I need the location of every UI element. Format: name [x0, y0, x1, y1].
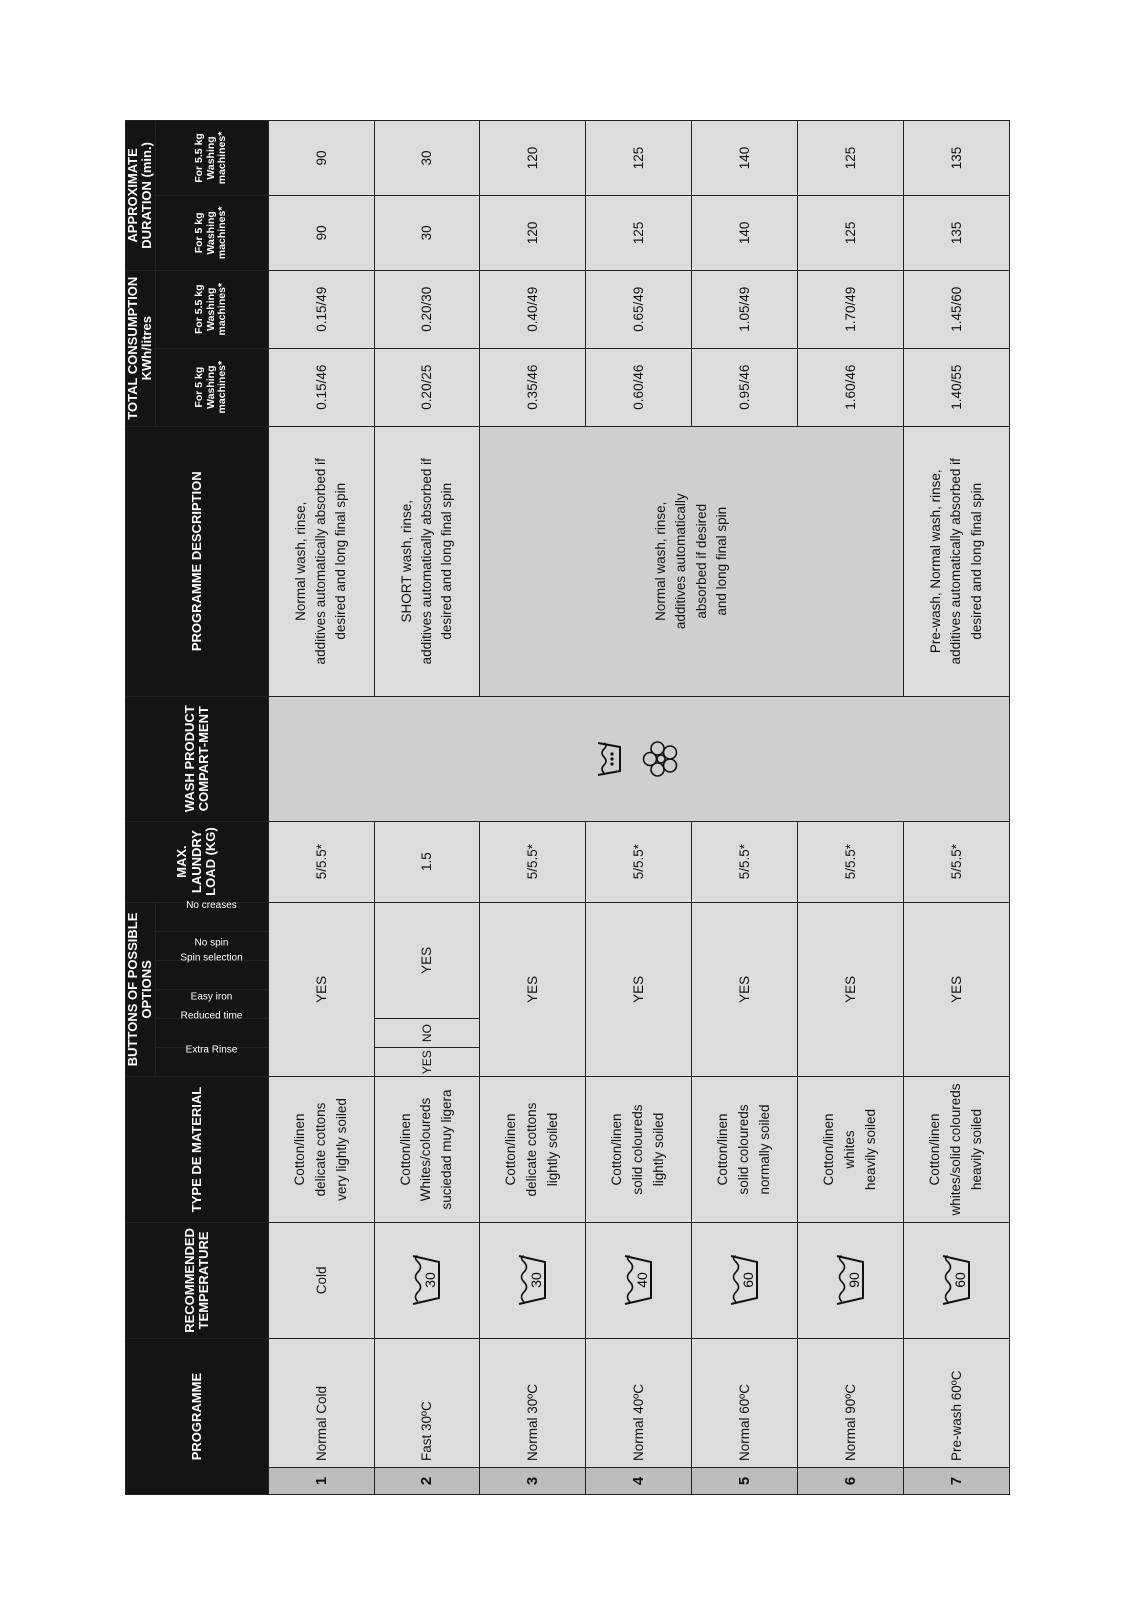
svg-text:60: 60	[952, 1272, 969, 1289]
material-cell	[692, 1077, 798, 1222]
option-reduced-time: Reduced time	[155, 1019, 268, 1048]
consumption-5kg: 0.35/46	[480, 348, 586, 426]
options-value: YES	[904, 902, 1010, 1077]
consumption-5kg: 0.15/46	[268, 348, 374, 426]
material-line: Cotton/linen	[503, 1113, 519, 1186]
programme-name: Normal 30ºC	[480, 1339, 586, 1468]
duration-5kg: 125	[798, 195, 904, 270]
material-line: delicate cottons	[312, 1102, 328, 1197]
consumption-5kg: 1.40/55	[904, 348, 1010, 426]
header-type-of-material: TYPE DE MATERIAL	[126, 1077, 269, 1222]
row-number: 3	[480, 1467, 586, 1494]
header-programme-description: PROGRAMME DESCRIPTION	[126, 426, 269, 696]
programme-table-sheet	[125, 120, 1010, 1495]
consumption-55kg: 0.65/49	[586, 270, 692, 348]
material-cell	[268, 1077, 374, 1222]
duration-55kg: 140	[692, 121, 798, 196]
material-line: whites/solid coloureds	[948, 1083, 964, 1216]
row-number: 6	[798, 1467, 904, 1494]
duration-55kg: 125	[586, 121, 692, 196]
description-line: additives automatically absorbed if	[418, 458, 434, 665]
consumption-5kg: 0.20/25	[374, 348, 480, 426]
max-load: 5/5.5*	[798, 821, 904, 902]
description-line: Normal wash, rinse,	[653, 501, 669, 621]
svg-text:40: 40	[634, 1272, 651, 1289]
row-number: 5	[692, 1467, 798, 1494]
row-number: 2	[374, 1467, 480, 1494]
consumption-55kg: 0.15/49	[268, 270, 374, 348]
material-line: delicate cottons	[524, 1102, 540, 1197]
row-number: 7	[904, 1467, 1010, 1494]
programme-name: Normal Cold	[268, 1339, 374, 1468]
max-load: 5/5.5*	[904, 821, 1010, 902]
consumption-55kg: 0.40/49	[480, 270, 586, 348]
svg-text:90: 90	[846, 1272, 863, 1289]
svg-text:60: 60	[740, 1272, 757, 1289]
temperature-symbol	[904, 1222, 1010, 1338]
programme-name: Fast 30ºC	[374, 1339, 480, 1468]
table-row	[268, 121, 374, 1495]
option-spin-selection: Spin selection	[155, 960, 268, 989]
wash-tub-icon	[594, 697, 627, 821]
description-line: and long final spin	[713, 506, 729, 616]
temperature-symbol	[798, 1222, 904, 1338]
duration-5kg: 30	[374, 195, 480, 270]
options-value: YES	[268, 902, 374, 1077]
row-number: 4	[586, 1467, 692, 1494]
material-cell	[374, 1077, 480, 1222]
max-load: 5/5.5*	[268, 821, 374, 902]
duration-5kg: 120	[480, 195, 586, 270]
duration-55kg: 90	[268, 121, 374, 196]
programme-name: Normal 60ºC	[692, 1339, 798, 1468]
material-line: heavily soiled	[968, 1108, 984, 1190]
material-line: heavily soiled	[863, 1108, 879, 1190]
duration-5kg: 140	[692, 195, 798, 270]
programme-table	[125, 120, 1010, 1495]
duration-55kg: 125	[798, 121, 904, 196]
material-line: Cotton/linen	[609, 1113, 625, 1186]
description-line: SHORT wash, rinse,	[398, 499, 414, 623]
material-cell	[480, 1077, 586, 1222]
material-cell	[586, 1077, 692, 1222]
programme-name: Pre-wash 60ºC	[904, 1339, 1010, 1468]
programme-name: Normal 90ºC	[798, 1339, 904, 1468]
programme-description	[374, 426, 480, 696]
material-line: very lightly soiled	[333, 1098, 349, 1201]
wash-temperature-icon	[619, 1252, 655, 1308]
header-wash-product-compartment: WASH PRODUCT COMPART-MENT	[126, 696, 269, 821]
duration-5kg: 135	[904, 195, 1010, 270]
material-line: Cotton/linen	[715, 1113, 731, 1186]
programme-description	[904, 426, 1010, 696]
max-load: 1.5	[374, 821, 480, 902]
duration-5kg: 90	[268, 195, 374, 270]
material-line: Cotton/linen	[291, 1113, 307, 1186]
wash-temperature-icon	[513, 1252, 549, 1308]
header-total-consumption: TOTAL CONSUMPTION KWh/litres	[126, 270, 156, 426]
description-line: absorbed if desired	[693, 503, 709, 619]
temperature-symbol	[480, 1222, 586, 1338]
duration-55kg: 30	[374, 121, 480, 196]
svg-text:30: 30	[422, 1272, 439, 1289]
material-line: suciedad muy ligera	[439, 1089, 455, 1210]
options-value: YES	[692, 902, 798, 1077]
duration-5kg: 125	[586, 195, 692, 270]
duration-55kg-header: For 5.5 kg Washing machines*	[155, 121, 268, 196]
programme-description	[268, 426, 374, 696]
consumption-5kg: 0.60/46	[586, 348, 692, 426]
material-cell	[798, 1077, 904, 1222]
header-approximate-duration: APPROXIMATE DURATION (min.)	[126, 121, 156, 271]
option-no-creases: No creases	[155, 902, 268, 931]
wash-temperature-icon	[725, 1252, 761, 1308]
material-line: solid coloureds	[736, 1104, 752, 1195]
programme-name: Normal 40ºC	[586, 1339, 692, 1468]
duration-55kg: 135	[904, 121, 1010, 196]
consumption-55kg-header: For 5.5 kg Washing machines*	[155, 270, 268, 348]
row-number: 1	[268, 1467, 374, 1494]
temperature-symbol	[692, 1222, 798, 1338]
material-line: normally soiled	[757, 1104, 773, 1195]
consumption-55kg: 1.05/49	[692, 270, 798, 348]
option-no-spin: No spin	[155, 931, 268, 960]
material-cell	[904, 1077, 1010, 1222]
duration-5kg-header: For 5 kg Washing machines*	[155, 195, 268, 270]
material-line: whites	[842, 1130, 858, 1169]
material-line: solid coloureds	[630, 1104, 646, 1195]
wash-temperature-icon	[407, 1252, 443, 1308]
consumption-55kg: 0.20/30	[374, 270, 480, 348]
description-line: desired and long final spin	[439, 482, 455, 640]
consumption-55kg: 1.70/49	[798, 270, 904, 348]
options-value: YES	[480, 902, 586, 1077]
header-programme: PROGRAMME	[126, 1339, 269, 1495]
flower-icon	[641, 697, 684, 821]
max-load: 5/5.5*	[480, 821, 586, 902]
material-line: Cotton/linen	[821, 1113, 837, 1186]
header-recommended-temperature: RECOMMENDED TEMPERATURE	[126, 1222, 269, 1338]
material-line: Cotton/linen	[397, 1113, 413, 1186]
material-line: Cotton/linen	[927, 1113, 943, 1186]
description-line: Normal wash, rinse,	[292, 501, 308, 621]
consumption-5kg: 0.95/46	[692, 348, 798, 426]
description-line: Pre-wash, Normal wash, rinse,	[928, 469, 944, 654]
material-line: Whites/coloureds	[418, 1097, 434, 1202]
material-line: lightly soiled	[545, 1112, 561, 1187]
options-value: YES	[798, 902, 904, 1077]
wash-temperature-icon	[831, 1252, 867, 1308]
options-value: YES	[586, 902, 692, 1077]
option-extra-rinse: Extra Rinse	[155, 1048, 268, 1077]
description-line: desired and long final spin	[333, 482, 349, 640]
svg-text:30: 30	[528, 1272, 545, 1289]
wash-product-compartment-cell	[268, 696, 1009, 821]
temperature-text: Cold	[268, 1222, 374, 1338]
description-line: additives automatically absorbed if	[948, 458, 964, 665]
consumption-5kg: 1.60/46	[798, 348, 904, 426]
consumption-5kg-header: For 5 kg Washing machines*	[155, 348, 268, 426]
max-load: 5/5.5*	[586, 821, 692, 902]
programme-description-shared	[480, 426, 904, 696]
extra-rinse-value: YES	[374, 1048, 480, 1077]
description-line: desired and long final spin	[968, 482, 984, 640]
header-buttons-of-possible-options: BUTTONS OF POSSIBLE OPTIONS	[126, 902, 156, 1077]
wash-temperature-icon	[937, 1252, 973, 1308]
description-line: additives automatically	[673, 493, 689, 630]
header-max-laundry-load: MAX. LAUNDRY LOAD (KG)	[126, 821, 269, 902]
temperature-symbol	[586, 1222, 692, 1338]
options-value: YES	[374, 902, 480, 1018]
reduced-time-value: NO	[374, 1019, 480, 1048]
description-line: additives automatically absorbed if	[312, 458, 328, 665]
duration-55kg: 120	[480, 121, 586, 196]
temperature-symbol	[374, 1222, 480, 1338]
max-load: 5/5.5*	[692, 821, 798, 902]
consumption-55kg: 1.45/60	[904, 270, 1010, 348]
option-easy-iron: Easy iron	[155, 989, 268, 1018]
material-line: lightly soiled	[651, 1112, 667, 1187]
